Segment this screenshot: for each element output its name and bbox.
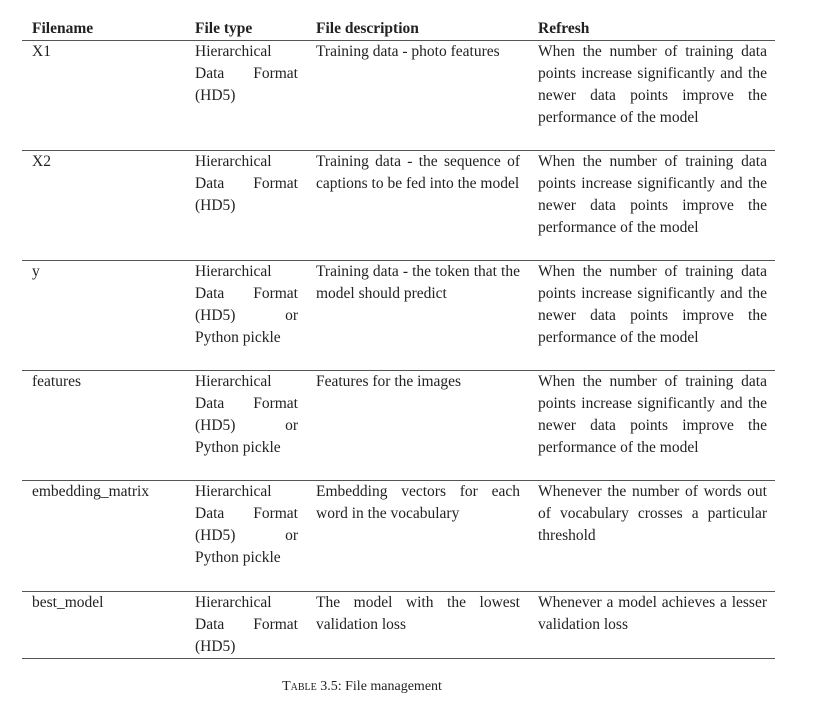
cell-file-description: Training data - the token that the model should predict: [306, 261, 528, 371]
cell-refresh: When the number of training data points increase significantly and the newer data points improve the performance of the model: [528, 371, 775, 481]
header-file-type: File type: [185, 16, 306, 41]
file-management-table-container: [22, 16, 775, 659]
cell-refresh: When the number of training data points increase significantly and the newer data points improve the performance of the model: [528, 151, 775, 261]
table-header-row: [22, 16, 775, 41]
header-filename: Filename: [22, 16, 185, 41]
cell-filename: best_model: [22, 592, 185, 659]
header-refresh: Refresh: [528, 16, 775, 41]
cell-file-type: Hierarchical Data Format (HD5) or Python pickle: [185, 371, 306, 481]
cell-refresh: When the number of training data points increase significantly and the newer data points improve the performance of the model: [528, 261, 775, 371]
cell-refresh: Whenever a model achieves a lesser validation loss: [528, 592, 775, 659]
cell-file-type: Hierarchical Data Format (HD5): [185, 592, 306, 659]
cell-file-description: Training data - the sequence of captions to be fed into the model: [306, 151, 528, 261]
cell-file-description: Features for the images: [306, 371, 528, 481]
cell-filename: X2: [22, 151, 185, 261]
cell-filename: X1: [22, 41, 185, 151]
table-caption-text: File management: [345, 679, 442, 694]
table-row: [22, 592, 775, 659]
cell-refresh: When the number of training data points increase significantly and the newer data points improve the performance of the model: [528, 41, 775, 151]
cell-file-type: Hierarchical Data Format (HD5) or Python pickle: [185, 481, 306, 592]
cell-filename: embedding_matrix: [22, 481, 185, 592]
cell-filename: features: [22, 371, 185, 481]
table-caption: [0, 679, 724, 695]
cell-file-description: Embedding vectors for each word in the vocabulary: [306, 481, 528, 592]
cell-file-type: Hierarchical Data Format (HD5): [185, 151, 306, 261]
table-row: [22, 481, 775, 592]
table-row: [22, 41, 775, 151]
cell-file-type: Hierarchical Data Format (HD5): [185, 41, 306, 151]
table-row: [22, 371, 775, 481]
cell-file-type: Hierarchical Data Format (HD5) or Python pickle: [185, 261, 306, 371]
table-body: [22, 41, 775, 659]
file-management-table: [22, 16, 775, 659]
table-row: [22, 261, 775, 371]
table-row: [22, 151, 775, 261]
header-file-description: File description: [306, 16, 528, 41]
cell-filename: y: [22, 261, 185, 371]
cell-refresh: Whenever the number of words out of vocabulary crosses a particular threshold: [528, 481, 775, 592]
cell-file-description: Training data - photo features: [306, 41, 528, 151]
table-caption-label: Table 3.5:: [282, 679, 342, 694]
cell-file-description: The model with the lowest validation loss: [306, 592, 528, 659]
table-header: [22, 16, 775, 41]
